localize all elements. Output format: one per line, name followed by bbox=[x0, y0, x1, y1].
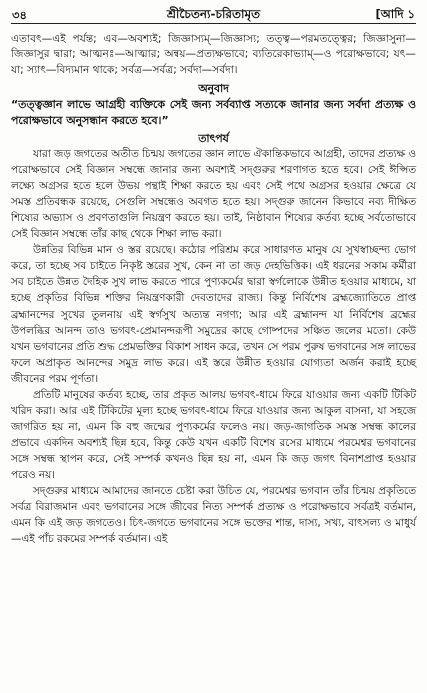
chapter-label: [আদি ১ bbox=[375, 7, 415, 21]
purport-paragraph-3: প্রতিটি মানুষের কর্তব্য হচ্ছে, তার প্রকৃত আলয় ভগবৎ-ধামে ফিরে যাওয়ার জন্য একটি টিকিট খরিদ করা। আর এই টিকিটের মূল্য হচ্ছে ভগবৎ-ধামে ফিরে যাওয়ার জন্য আকুল বাসনা, যা সহজে জাগরিত হয় না, এমন কি বহু জন্মের পুণ্যকর্মের ফলেও নয়। জড়-জাগতিক সমস্ত সম্বন্ধ কালের প্রভাবে একদিন অবশ্যই ছিন্ন হবে, কিন্তু কেউ যখন একটি বিশেষ রসের মাধ্যমে পরমেশ্বর ভগবানের সঙ্গে সম্বন্ধ স্থাপন করে, সেই সম্পর্ক কখনও ছিন্ন হয় না, এমন কি জড় জগৎ বিনাশপ্রাপ্ত হওয়ার পরেও নয়। bbox=[11, 388, 416, 481]
purport-paragraph-1: যারা জড় জগতের অতীত চিন্ময় জগতের জ্ঞান লাভে ঐকান্তিকভাবে আগ্রহী, তাদের প্রত্যক্ষ ও পরোক্ষভাবে সেই বিজ্ঞান সম্বন্ধে জানার জন্য অবশ্যই সদ্গুরুর শরণাগত হতে হবে। সেই ঈপ্সিত লক্ষ্যে অগ্রসর হতে হলে উভয় পন্থাই শিক্ষা করতে হয় এবং সেই পথে অগ্রসর হওয়ার ক্ষেত্রে যে সমস্ত প্রতিবন্ধক রয়েছে, সেগুলি সম্বন্ধেও অবগত হতে হয়। সদ্গুরু জানেন কিভাবে নব্য দীক্ষিত শিষ্যের অভ্যাস ও প্রবণতাগুলি নিয়ন্ত্রণ করতে হয়। তাই, নিষ্ঠাবান শিষ্যের কর্তব্য হচ্ছে সর্বতোভাবে সেই বিজ্ঞান সম্বন্ধে তাঁর কাছ থেকে শিক্ষা লাভ করা। bbox=[11, 148, 416, 241]
page-number: ৩৪ bbox=[12, 8, 27, 22]
purport-body bbox=[11, 146, 416, 547]
book-title: শ্রীচৈতন্য-চরিতামৃত bbox=[166, 7, 261, 21]
translation-text: “তত্ত্বজ্ঞান লাভে আগ্রহী ব্যক্তিকে সেই জন্য সর্বব্যাপ্ত সত্যকে জানার জন্য সর্বদা প্রত্যক্ষ ও পরোক্ষভাবে অনুসন্ধান করতে হবে।” bbox=[11, 98, 416, 127]
translation-heading: অনুবাদ bbox=[198, 82, 229, 96]
word-for-word-synonyms: এতাবৎ—এই পর্যন্ত; এব—অবশ্যই; জিজ্ঞাস্যম্—জিজ্ঞাস্য; তত্ত্ব—পরমতত্ত্বের; জিজ্ঞাসুনা—জিজ্ঞাসুর দ্বারা; আত্মনঃ—আত্মার; অন্বয়—প্রত্যক্ষভাবে; ব্যতিরেকাভ্যাম্—ও পরোক্ষভাবে; যৎ—যা; স্যাৎ—বিদ্যমান থাকে; সর্বত্র—সর্বত্র; সর্বদা—সর্বদা। bbox=[11, 33, 416, 76]
purport-heading: তাৎপর্য bbox=[198, 132, 229, 146]
purport-paragraph-2: উন্নতির বিভিন্ন মান ও স্তর রয়েছে। কঠোর পরিশ্রম করে সাধারণত মানুষ যে সুখস্বাচ্ছন্দ্য ভোগ করে, তা হচ্ছে সব চাইতে নিকৃষ্ট স্তরের সুখ, কেন না তা জড় দেহভিত্তিক। এই ধরনের সকাম কর্মীরা সব চাইতে উন্নত দৈহিক সুখ লাভ করতে পারে পুণ্যকর্মের দ্বারা স্বর্গলোকে উন্নীত হওয়ার মাধ্যমে, যা হচ্ছে প্রকৃতির বিভিন্ন শক্তির নিয়ন্ত্রণকারী দেবতাদের রাজ্য। কিন্তু নির্বিশেষ ব্রহ্মজ্যোতিতে প্রাপ্ত ব্রহ্মানন্দের সুখের তুলনায় এই স্বর্গসুখ অত্যন্ত নগণ্য; আর এই ব্রহ্মানন্দ যা নির্বিশেষ ব্রহ্মের উপলব্ধির আনন্দ তাও ভগবৎ-প্রেমানন্দরূপী সমুদ্রের কাছে গোষ্পদের সঞ্চিত জলের মতো। কেউ যখন ভগবানের প্রতি শুদ্ধ প্রেমভক্তির বিকাশ সাধন করে, তখন সে পরম পুরুষ ভগবানের সঙ্গ লাভের ফলে অপ্রাকৃত আনন্দের সমুদ্র লাভ করে। এই স্তরে উন্নীত হওয়ার যোগ্যতা অর্জন করাই হচ্ছে জীবনের পরম পূর্ণতা। bbox=[11, 244, 416, 385]
page-header bbox=[11, 5, 416, 24]
purport-paragraph-4: সদ্গুরুর মাধ্যমে আমাদের জানতে চেষ্টা করা উচিত যে, পরমেশ্বর ভগবান তাঁর চিন্ময় প্রকৃতিতে সর্বত্র বিরাজমান এবং ভগবানের সঙ্গে জীবের নিত্য সম্পর্ক প্রত্যক্ষ ও পরোক্ষভাবে সর্বত্রই বর্তমান, এমন কি এই জড় জগতেও। চিৎ-জগতে ভগবানের সঙ্গে ভক্তের শান্ত, দাস্য, সখ্য, বাৎসল্য ও মাধুর্য—এই পাঁচ রকমের সম্পর্ক বর্তমান। এই bbox=[11, 485, 416, 546]
